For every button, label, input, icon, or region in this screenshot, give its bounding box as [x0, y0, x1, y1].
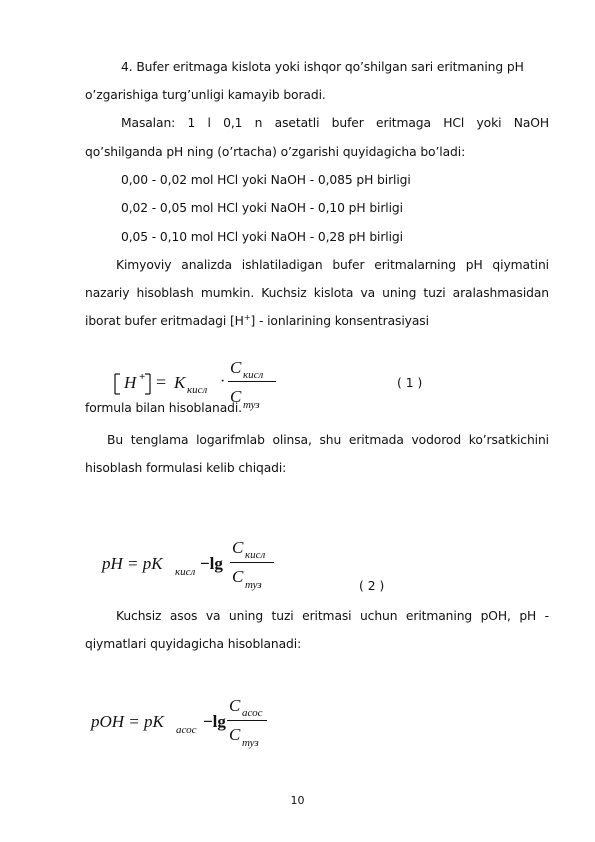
formula-1-equals: =: [156, 372, 167, 392]
formula-3-numerator-sub: асос: [242, 707, 263, 719]
formula-1-k: K: [174, 373, 186, 392]
paragraph-4: formula bilan hisoblanadi.: [85, 401, 242, 415]
formula-3-lhs: pOH = pK: [91, 712, 164, 731]
equation-number-2: ( 2 ): [359, 579, 385, 593]
formula-3-numerator: C: [229, 696, 241, 715]
paragraph-2-line-1: Masalan: 1 l 0,1 n asetatli bufer eritmaga HCl yoki NaOH: [121, 116, 549, 130]
ph-change-row-2: 0,02 - 0,05 mol HCl yoki NaOH - 0,10 pH birligi: [121, 201, 403, 215]
formula-1-k-sub: кисл: [187, 384, 208, 396]
paragraph-1-line-1: 4. Bufer eritmaga kislota yoki ishqor qo’shilgan sari eritmaning pH: [121, 60, 524, 74]
equation-number-1: ( 1 ): [397, 376, 423, 390]
formula-1-dot: ·: [220, 373, 226, 390]
formula-1-denominator-sub: туз: [243, 399, 260, 411]
paragraph-3-line-3-post: ] - ionlarining konsentrasiyasi: [250, 314, 429, 328]
formula-1-fraction-bar: [228, 381, 276, 382]
formula-2-denominator: C: [232, 567, 244, 586]
paragraph-5-line-2: hisoblash formulasi kelib chiqadi:: [85, 461, 287, 475]
paragraph-6-line-2: qiymatlari quyidagicha hisoblanadi:: [85, 637, 302, 651]
formula-2-denominator-sub: туз: [245, 579, 262, 591]
paragraph-3-line-2: nazariy hisoblash mumkin. Kuchsiz kislota va uning tuzi aralashmasidan: [85, 286, 549, 300]
formula-3-denominator-sub: туз: [242, 737, 259, 749]
formula-2-lhs: pH = pK: [102, 554, 163, 573]
paragraph-3-line-1: Kimyoviy analizda ishlatiladigan bufer eritmalarning pH qiymatini: [116, 258, 549, 272]
formula-3: [91, 686, 291, 756]
formula-1-denominator: C: [230, 387, 242, 406]
formula-3-minus-lg: −lg: [203, 712, 226, 731]
page-number: 10: [290, 794, 305, 807]
formula-2-fraction-bar: [230, 562, 274, 563]
formula-1-h: H: [124, 373, 137, 392]
formula-3-k-sub: асос: [176, 724, 197, 736]
formula-1-numerator: C: [230, 358, 242, 377]
ph-change-row-1: 0,00 - 0,02 mol HCl yoki NaOH - 0,085 pH birligi: [121, 173, 411, 187]
paragraph-3-line-3-pre: iborat bufer eritmadagi [H: [85, 314, 244, 328]
formula-2-k-sub: кисл: [175, 566, 196, 578]
paragraph-2-line-2: qo’shilganda pH ning (o’rtacha) o’zgarishi quyidagicha bo’ladi:: [85, 145, 466, 159]
paragraph-5-line-1: Bu tenglama logarifmlab olinsa, shu eritmada vodorod ko’rsatkichini: [107, 433, 549, 447]
paragraph-3-line-3: [85, 313, 429, 329]
formula-2: [102, 528, 302, 598]
formula-3-denominator: C: [229, 725, 241, 744]
formula-1-h-charge: +: [139, 371, 146, 383]
ph-change-row-3: 0,05 - 0,10 mol HCl yoki NaOH - 0,28 pH birligi: [121, 230, 403, 244]
formula-2-numerator-sub: кисл: [245, 549, 266, 561]
formula-2-minus-lg: −lg: [200, 554, 223, 573]
formula-2-numerator: C: [232, 538, 244, 557]
formula-1-numerator-sub: кисл: [243, 369, 264, 381]
formula-3-fraction-bar: [227, 720, 267, 721]
paragraph-6-line-1: Kuchsiz asos va uning tuzi eritmasi uchun eritmaning pOH, pH -: [116, 609, 549, 623]
hydrogen-ion-charge: +: [243, 312, 251, 322]
paragraph-1-line-2: o’zgarishiga turg’unligi kamayib boradi.: [85, 88, 326, 102]
